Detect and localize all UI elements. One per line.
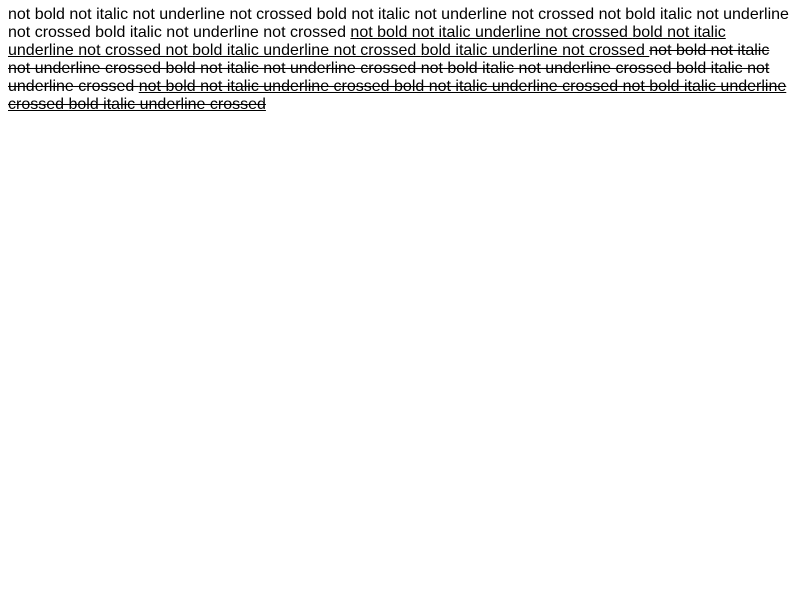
- text-paragraph: [8, 6, 792, 114]
- text-segment-3: not bold italic not underline not crossed: [8, 6, 789, 41]
- text-segment-13: not bold not italic underline crossed: [138, 78, 395, 95]
- text-segment-16: bold italic underline crossed: [68, 96, 266, 113]
- text-segment-8: bold italic underline not crossed: [420, 42, 650, 59]
- text-segment-15: not bold italic underline crossed: [8, 78, 787, 113]
- text-segment-14: bold not italic underline crossed: [394, 78, 623, 95]
- text-segment-4: bold italic not underline not crossed: [95, 24, 351, 41]
- text-segment-6: bold not italic underline not crossed: [8, 24, 726, 59]
- text-segment-2: bold not italic not underline not crossed: [316, 6, 599, 23]
- text-segment-11: not bold italic not underline crossed: [420, 60, 676, 77]
- text-segment-7: not bold italic underline not crossed: [165, 42, 421, 59]
- text-segment-9: not bold not italic not underline crossed: [8, 42, 770, 77]
- text-segment-5: not bold not italic underline not crossed: [350, 24, 633, 41]
- text-segment-12: bold italic not underline crossed: [8, 60, 770, 95]
- text-segment-10: bold not italic not underline crossed: [165, 60, 421, 77]
- text-segment-1: not bold not italic not underline not crossed: [8, 6, 317, 23]
